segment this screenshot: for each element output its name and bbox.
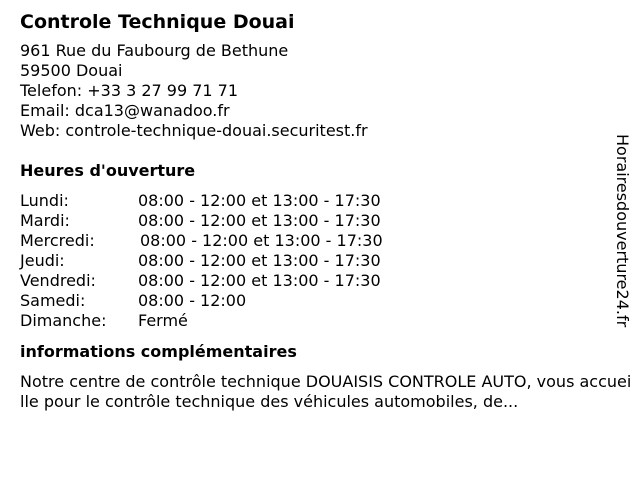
day-label: Samedi: [20, 291, 86, 310]
time-value: 08:00 - 12:00 [138, 291, 247, 310]
hours-row-samedi [20, 291, 620, 311]
phone-text: Telefon: +33 3 27 99 71 71 [20, 81, 239, 100]
time-value: 08:00 - 12:00 et 13:00 - 17:30 [140, 231, 383, 250]
time-value: 08:00 - 12:00 et 13:00 - 17:30 [138, 211, 381, 230]
hours-row-mardi [20, 211, 620, 231]
info-description: Notre centre de contrôle technique DOUAISIS CONTROLE AUTO, vous accueille pour le contrôle technique des véhicules automobiles, de... [20, 372, 632, 411]
hours-row-lundi [20, 191, 620, 211]
time-value: 08:00 - 12:00 et 13:00 - 17:30 [138, 251, 381, 270]
day-label: Mercredi: [20, 231, 95, 250]
day-label: Dimanche: [20, 311, 107, 330]
email-text: Email: dca13@wanadoo.fr [20, 101, 230, 120]
hours-row-dimanche [20, 311, 620, 331]
day-label: Mardi: [20, 211, 70, 230]
hours-heading: Heures d'ouverture [20, 161, 196, 180]
address-city: 59500 Douai [20, 61, 123, 80]
hours-row-jeudi [20, 251, 620, 271]
day-label: Jeudi: [20, 251, 65, 270]
day-label: Vendredi: [20, 271, 96, 290]
time-value: 08:00 - 12:00 et 13:00 - 17:30 [138, 191, 381, 210]
business-name: Controle Technique Douai [20, 11, 295, 33]
web-text: Web: controle-technique-douai.securitest.fr [20, 121, 368, 140]
time-value: 08:00 - 12:00 et 13:00 - 17:30 [138, 271, 381, 290]
address-street: 961 Rue du Faubourg de Bethune [20, 41, 289, 60]
hours-row-vendredi [20, 271, 620, 291]
watermark [612, 134, 632, 346]
address-block [20, 41, 620, 141]
day-label: Lundi: [20, 191, 69, 210]
watermark-text: Horairesdouverture24.fr [613, 134, 632, 328]
hours-row-mercredi [20, 231, 620, 251]
time-value: Fermé [138, 311, 188, 330]
hours-table [20, 191, 620, 331]
info-heading: informations complémentaires [20, 342, 297, 361]
